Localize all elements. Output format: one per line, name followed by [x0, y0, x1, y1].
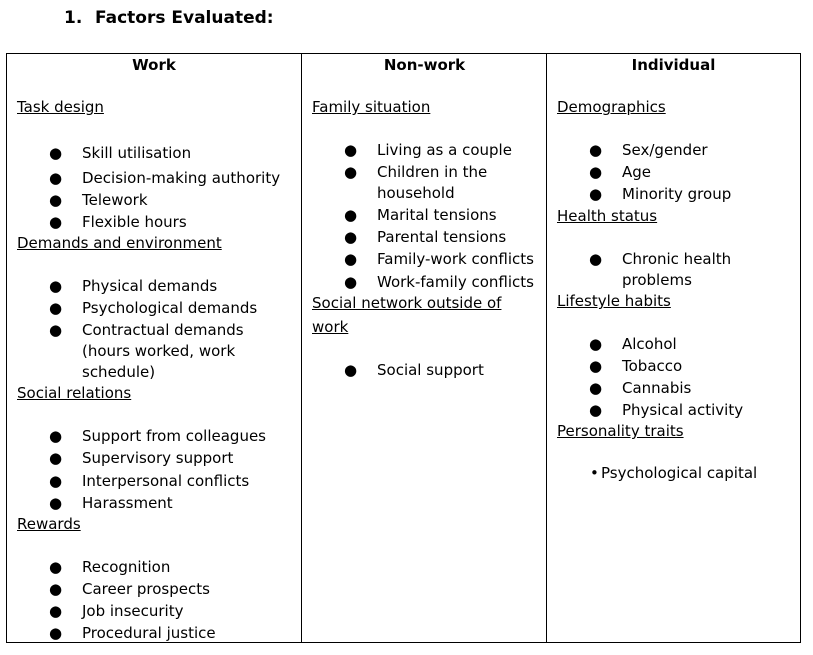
list-item: Age [622, 163, 652, 181]
bullet: ● [49, 558, 63, 576]
list-item: Work-family conflicts [377, 273, 534, 291]
bullet: ● [49, 299, 63, 317]
list-item: Family-work conflicts [377, 250, 534, 268]
section-heading [64, 8, 274, 28]
bullet: ● [344, 250, 358, 268]
heading-number: 1. [64, 8, 83, 28]
list-item: Skill utilisation [82, 144, 192, 162]
bullet: ● [589, 357, 603, 375]
bullet: ● [344, 361, 358, 379]
heading-text: Factors Evaluated: [95, 8, 274, 28]
list-item-continuation: problems [622, 271, 692, 289]
section-title-lifestyle: Lifestyle habits [557, 292, 671, 310]
bullet: ● [589, 163, 603, 181]
column-header-nonwork: Non-work [383, 56, 466, 74]
bullet: ● [589, 141, 603, 159]
list-item: Living as a couple [377, 141, 512, 159]
list-item-continuation: schedule) [82, 363, 156, 381]
bullet: ● [344, 141, 358, 159]
section-title-personality: Personality traits [557, 422, 684, 440]
list-item: Interpersonal conflicts [82, 472, 250, 490]
section-title-demographics: Demographics [557, 98, 666, 116]
list-item: Physical demands [82, 277, 218, 295]
list-item: Supervisory support [82, 449, 234, 467]
column-nonwork [301, 54, 547, 642]
bullet: ● [49, 427, 63, 445]
bullet: ● [344, 228, 358, 246]
bullet: ● [49, 494, 63, 512]
bullet: ● [49, 213, 63, 231]
list-item: Procedural justice [82, 624, 216, 642]
bullet: ● [589, 250, 603, 268]
bullet: ● [589, 335, 603, 353]
factors-table [6, 53, 801, 643]
list-item: Decision-making authority [82, 169, 281, 187]
list-item: Tobacco [622, 357, 683, 375]
bullet: ● [589, 401, 603, 419]
list-item: Harassment [82, 494, 173, 512]
bullet: ● [49, 191, 63, 209]
list-item: Sex/gender [622, 141, 708, 159]
bullet: ● [49, 321, 63, 339]
column-header-work: Work [132, 56, 176, 74]
section-title-rewards: Rewards [17, 515, 81, 533]
list-item: Contractual demands [82, 321, 244, 339]
column-individual [546, 54, 800, 642]
bullet: • [590, 464, 599, 482]
list-item: Support from colleagues [82, 427, 266, 445]
bullet: ● [49, 472, 63, 490]
column-work [7, 54, 301, 642]
bullet: ● [49, 449, 63, 467]
list-item: Minority group [622, 185, 732, 203]
list-item-continuation: household [377, 184, 455, 202]
list-item: Job insecurity [82, 602, 184, 620]
bullet: ● [344, 273, 358, 291]
section-title-task-design: Task design [17, 98, 104, 116]
section-title-social-network: Social network outside of [312, 294, 502, 312]
list-item: Telework [82, 191, 148, 209]
bullet: ● [49, 602, 63, 620]
bullet: ● [49, 624, 63, 642]
section-title-demands: Demands and environment [17, 234, 222, 252]
bullet: ● [49, 580, 63, 598]
list-item: Physical activity [622, 401, 744, 419]
section-title-family-situation: Family situation [312, 98, 431, 116]
section-title-social-relations: Social relations [17, 384, 132, 402]
list-item: Flexible hours [82, 213, 187, 231]
bullet: ● [344, 206, 358, 224]
list-item: Parental tensions [377, 228, 507, 246]
list-item: Social support [377, 361, 484, 379]
bullet: ● [344, 163, 358, 181]
list-item: Recognition [82, 558, 171, 576]
column-header-individual: Individual [631, 56, 716, 74]
list-item: Psychological capital [601, 464, 758, 482]
list-item: Marital tensions [377, 206, 497, 224]
list-item-continuation: (hours worked, work [82, 342, 236, 360]
bullet: ● [589, 185, 603, 203]
list-item: Chronic health [622, 250, 732, 268]
bullet: ● [49, 144, 63, 162]
bullet: ● [49, 169, 63, 187]
list-item: Career prospects [82, 580, 210, 598]
section-title-social-network-cont: work [312, 318, 349, 336]
bullet: ● [589, 379, 603, 397]
section-title-health-status: Health status [557, 207, 658, 225]
list-item: Alcohol [622, 335, 677, 353]
bullet: ● [49, 277, 63, 295]
list-item: Psychological demands [82, 299, 258, 317]
list-item: Children in the [377, 163, 488, 181]
list-item: Cannabis [622, 379, 692, 397]
